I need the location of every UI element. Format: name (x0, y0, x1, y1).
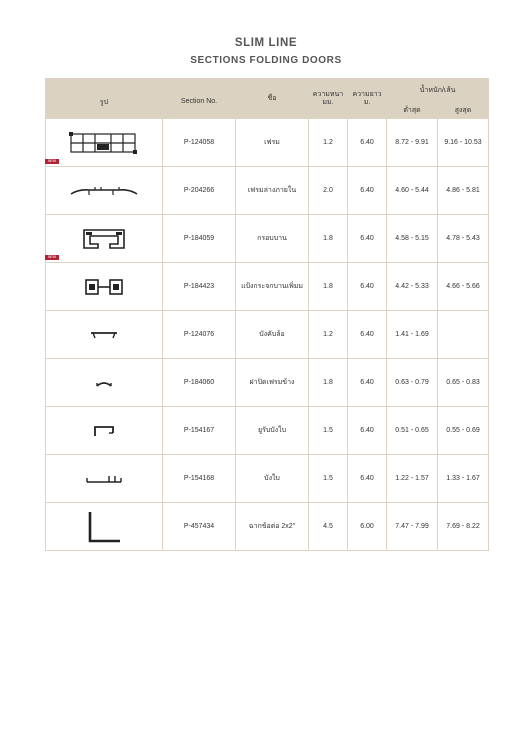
thickness-cell: 2.0 (309, 167, 348, 215)
length-cell: 6.40 (348, 119, 387, 167)
column-header-weight: น้ำหนัก/เส้น (387, 79, 489, 104)
section-no-cell: P-124058 (163, 119, 236, 167)
section-no-cell: P-154168 (163, 455, 236, 503)
table-row (46, 263, 489, 311)
name-cell: ยูรับบังใบ (236, 407, 309, 455)
section-no-cell: P-184060 (163, 359, 236, 407)
weight-min-cell: 1.22 - 1.57 (387, 455, 438, 503)
section-no-cell: P-184423 (163, 263, 236, 311)
rebate-profile-icon (85, 474, 123, 484)
section-no-cell: P-124076 (163, 311, 236, 359)
length-cell: 6.40 (348, 311, 387, 359)
profile-image-cell (46, 407, 163, 455)
name-cell: แป้งกระจกบานเพิ่มม (236, 263, 309, 311)
thickness-cell: 1.5 (309, 455, 348, 503)
page-title: SLIM LINE (234, 37, 298, 49)
section-no-cell: P-457434 (163, 503, 236, 551)
column-header-weight-min: ต่ำสุด (387, 104, 438, 119)
weight-max-cell: 4.86 - 5.81 (438, 167, 489, 215)
weight-max-cell: 4.78 - 5.43 (438, 215, 489, 263)
length-cell: 6.40 (348, 167, 387, 215)
profile-image-cell (46, 311, 163, 359)
length-cell: 6.40 (348, 407, 387, 455)
weight-min-cell: 4.58 - 5.15 (387, 215, 438, 263)
wheel-guide-profile-icon (89, 330, 119, 340)
sash-profile-icon (82, 228, 126, 250)
profile-image-cell (46, 119, 163, 167)
weight-max-cell (438, 311, 489, 359)
new-badge: NEW (45, 159, 59, 164)
frame-profile-icon (69, 131, 139, 155)
name-cell: บังใบ (236, 455, 309, 503)
column-header-thickness (309, 79, 348, 119)
weight-min-cell: 4.60 - 5.44 (387, 167, 438, 215)
length-cell: 6.40 (348, 215, 387, 263)
u-channel-profile-icon (93, 425, 115, 437)
table-row (46, 167, 489, 215)
new-badge: NEW (45, 255, 59, 260)
table-row (46, 503, 489, 551)
column-header-name: ชื่อ (236, 79, 309, 119)
profile-image-cell (46, 455, 163, 503)
name-cell: ฉากข้อต่อ 2x2" (236, 503, 309, 551)
column-header-weight-max: สูงสุด (438, 104, 489, 119)
thickness-cell: 1.2 (309, 119, 348, 167)
weight-max-cell: 1.33 - 1.67 (438, 455, 489, 503)
length-header-line2: ม. (363, 98, 371, 106)
name-cell: ฝาปิดเฟรมข้าง (236, 359, 309, 407)
weight-max-cell: 0.55 - 0.69 (438, 407, 489, 455)
column-header-section-no: Section No. (163, 79, 236, 119)
length-cell: 6.40 (348, 455, 387, 503)
thickness-cell: 1.8 (309, 263, 348, 311)
length-cell: 6.00 (348, 503, 387, 551)
profile-image-cell (46, 503, 163, 551)
weight-min-cell: 4.42 - 5.33 (387, 263, 438, 311)
table-row (46, 311, 489, 359)
table-row (46, 407, 489, 455)
table-row (46, 455, 489, 503)
section-no-cell: P-184059 (163, 215, 236, 263)
thickness-header-line2: มม. (322, 98, 334, 106)
thickness-cell: 1.8 (309, 359, 348, 407)
angle-profile-icon (86, 510, 122, 544)
weight-max-cell: 7.69 - 8.22 (438, 503, 489, 551)
profile-image-cell (46, 255, 163, 311)
page-subtitle: SECTIONS FOLDING DOORS (190, 55, 342, 66)
table-row (46, 359, 489, 407)
side-cover-profile-icon (96, 378, 112, 388)
section-no-cell: P-204266 (163, 167, 236, 215)
length-cell: 6.40 (348, 263, 387, 311)
table-row (46, 215, 489, 263)
table-row (46, 119, 489, 167)
weight-min-cell: 8.72 - 9.91 (387, 119, 438, 167)
profile-image-cell (46, 359, 163, 407)
weight-min-cell: 0.63 - 0.79 (387, 359, 438, 407)
column-header-length (348, 79, 387, 119)
profile-image-cell (46, 215, 163, 263)
section-no-cell: P-154167 (163, 407, 236, 455)
thickness-cell: 4.5 (309, 503, 348, 551)
weight-max-cell: 9.16 - 10.53 (438, 119, 489, 167)
name-cell: เฟรม (236, 119, 309, 167)
weight-max-cell: 0.65 - 0.83 (438, 359, 489, 407)
profile-image-cell (46, 159, 163, 215)
name-cell: กรอบบาน (236, 215, 309, 263)
name-cell: เฟรมล่างภายใน (236, 167, 309, 215)
thickness-header-line1: ความหนา (312, 90, 344, 98)
weight-min-cell: 1.41 - 1.69 (387, 311, 438, 359)
name-cell: บังคับล้อ (236, 311, 309, 359)
weight-max-cell: 4.66 - 5.66 (438, 263, 489, 311)
weight-min-cell: 7.47 - 7.99 (387, 503, 438, 551)
bottom-frame-profile-icon (69, 184, 139, 198)
mullion-profile-icon (84, 278, 124, 296)
length-cell: 6.40 (348, 359, 387, 407)
thickness-cell: 1.2 (309, 311, 348, 359)
length-header-line1: ความยาว (352, 90, 382, 98)
column-header-image: รูป (46, 79, 163, 119)
thickness-cell: 1.8 (309, 215, 348, 263)
table-header-row (46, 79, 489, 104)
thickness-cell: 1.5 (309, 407, 348, 455)
sections-table (45, 78, 489, 551)
weight-min-cell: 0.51 - 0.65 (387, 407, 438, 455)
